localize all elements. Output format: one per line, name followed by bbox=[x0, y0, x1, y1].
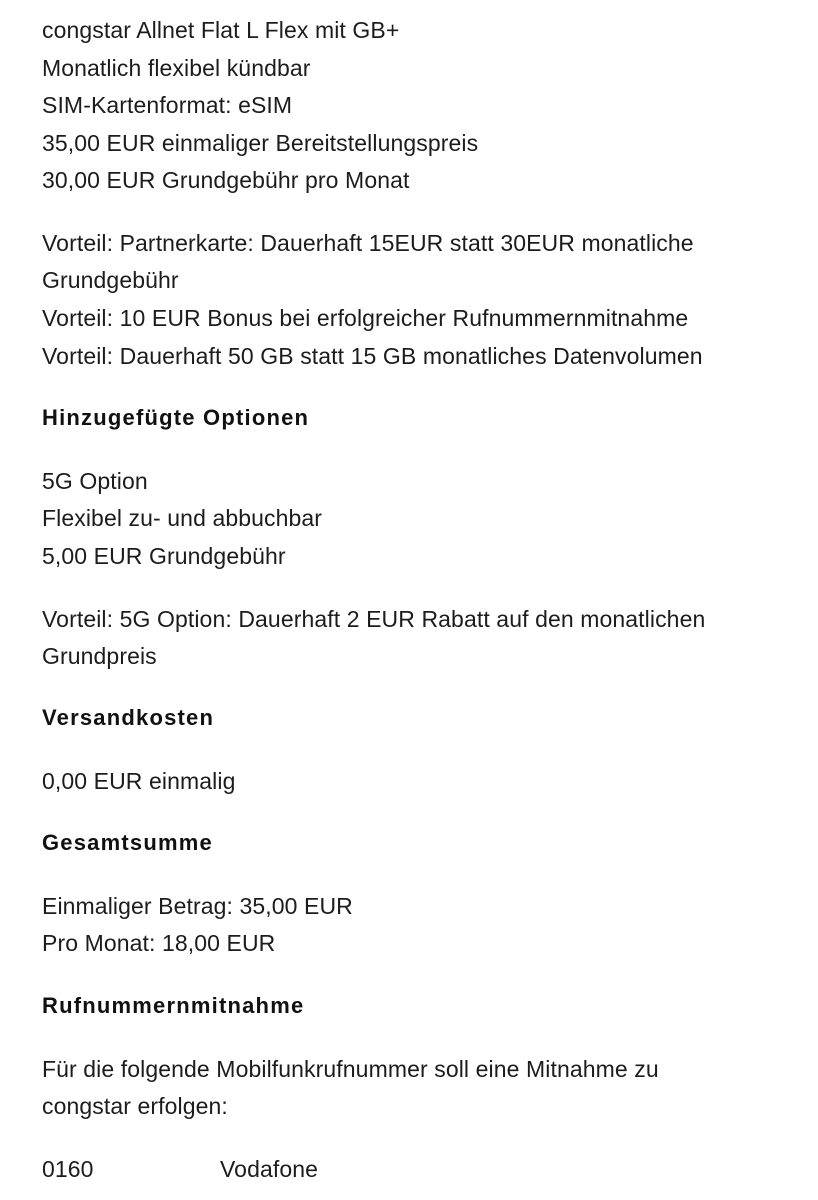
tariff-name: congstar Allnet Flat L Flex mit GB+ bbox=[42, 17, 400, 43]
tariff-advantage-partnercard-cont: Grundgebühr bbox=[42, 267, 179, 293]
tariff-advantage-porting-bonus: Vorteil: 10 EUR Bonus bei erfolgreicher Rufnummernmitnahme bbox=[42, 305, 689, 331]
option-advantage-cont: Grundpreis bbox=[42, 643, 157, 669]
tariff-advantage-partnercard: Vorteil: Partnerkarte: Dauerhaft 15EUR statt 30EUR monatliche bbox=[42, 230, 694, 256]
tariff-advantage-data-volume: Vorteil: Dauerhaft 50 GB statt 15 GB monatliches Datenvolumen bbox=[42, 343, 703, 369]
tariff-cancellation: Monatlich flexibel kündbar bbox=[42, 55, 311, 81]
shipping-heading: Versandkosten bbox=[42, 705, 215, 730]
porting-text-cont: congstar erfolgen: bbox=[42, 1093, 228, 1119]
tariff-setup-price: 35,00 EUR einmaliger Bereitstellungspreis bbox=[42, 130, 479, 156]
option-advantage: Vorteil: 5G Option: Dauerhaft 2 EUR Rabatt auf den monatlichen bbox=[42, 606, 706, 632]
shipping-value: 0,00 EUR einmalig bbox=[42, 768, 236, 794]
porting-heading: Rufnummernmitnahme bbox=[42, 993, 305, 1018]
option-flexibility: Flexibel zu- und abbuchbar bbox=[42, 505, 323, 531]
total-one-time: Einmaliger Betrag: 35,00 EUR bbox=[42, 893, 353, 919]
porting-text: Für die folgende Mobilfunkrufnummer soll eine Mitnahme zu bbox=[42, 1056, 659, 1082]
options-heading: Hinzugefügte Optionen bbox=[42, 405, 310, 430]
total-heading: Gesamtsumme bbox=[42, 830, 213, 855]
porting-carrier: Vodafone bbox=[220, 1156, 319, 1182]
option-name: 5G Option bbox=[42, 468, 148, 494]
option-fee: 5,00 EUR Grundgebühr bbox=[42, 543, 286, 569]
porting-number-row bbox=[42, 1154, 442, 1184]
total-monthly: Pro Monat: 18,00 EUR bbox=[42, 930, 276, 956]
porting-number-prefix: 0160 bbox=[42, 1156, 94, 1182]
tariff-monthly-fee: 30,00 EUR Grundgebühr pro Monat bbox=[42, 167, 410, 193]
tariff-sim-format: SIM-Kartenformat: eSIM bbox=[42, 92, 293, 118]
